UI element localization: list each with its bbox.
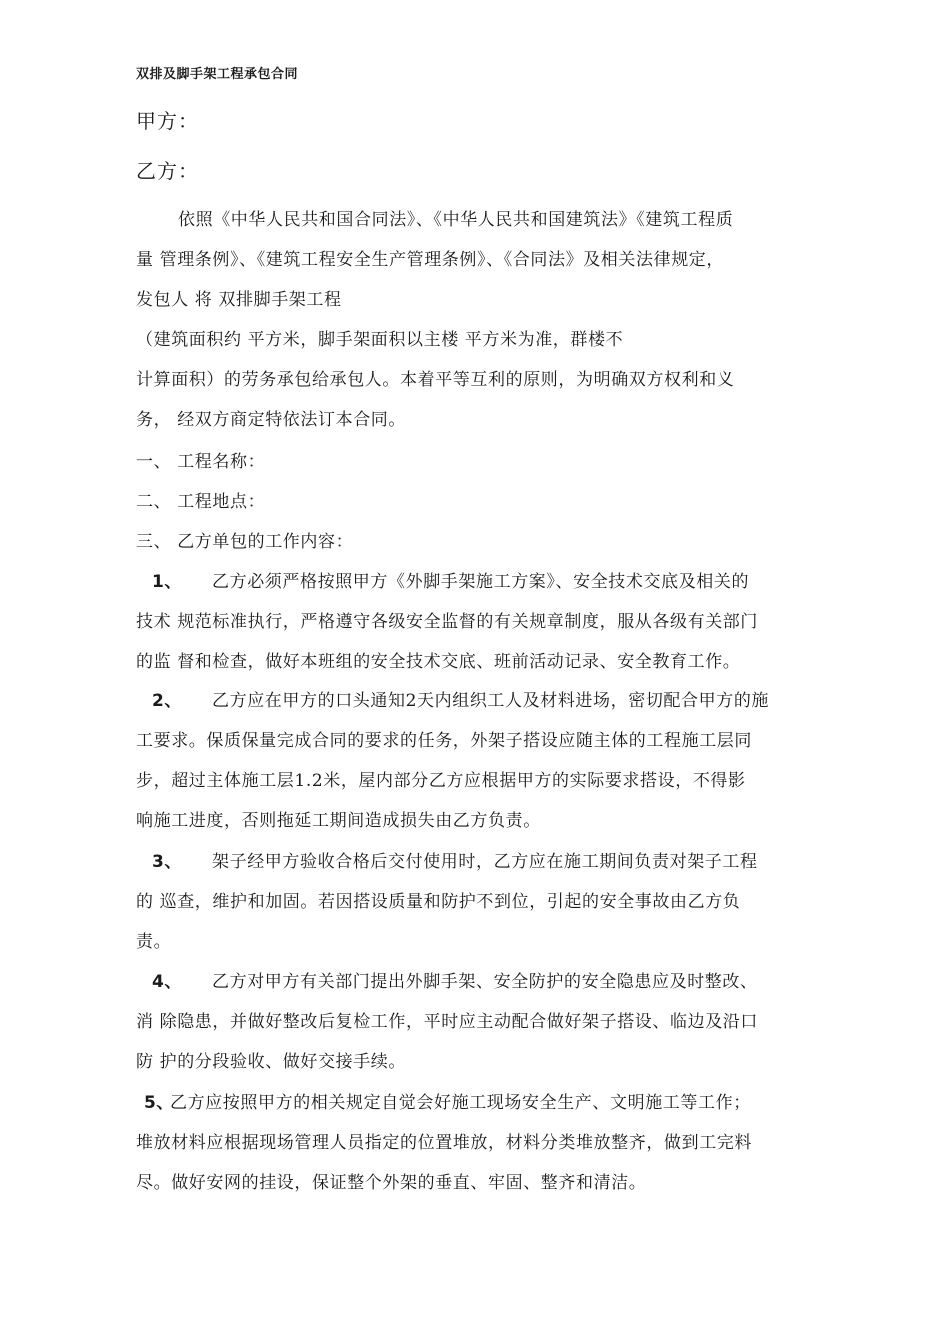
intro-line-2: 量 管理条例》、《建筑工程安全生产管理条例》、《合同法》及相关法律规定， [136, 250, 725, 270]
item-3-line-2: 的 巡查，维护和加固。若因搭设质量和防护不到位，引起的安全事故由乙方负 [136, 892, 741, 912]
item-2-line-2: 工要求。保质保量完成合同的要求的任务，外架子搭设应随主体的工程施工层同 [136, 731, 752, 751]
item-5-line-2: 堆放材料应根据现场管理人员指定的位置堆放，材料分类堆放整齐，做到工完料 [136, 1133, 752, 1153]
item-3-line-3: 责。 [136, 932, 172, 952]
section-project-location: 二、 工程地点： [136, 492, 266, 512]
party-a-label: 甲方： [136, 109, 199, 133]
item-3-number: 3、 [152, 852, 183, 872]
section-work-scope: 三、 乙方单包的工作内容： [136, 532, 354, 552]
item-2-line-1: 乙方应在甲方的口头通知2天内组织工人及材料进场，密切配合甲方的施 [212, 691, 770, 711]
party-b-label: 乙方： [136, 159, 199, 183]
item-1-line-2: 技术 规范标准执行，严格遵守各级安全监督的有关规章制度，服从各级有关部门 [136, 612, 759, 632]
item-4-line-1: 乙方对甲方有关部门提出外脚手架、安全防护的安全隐患应及时整改、 [212, 972, 758, 992]
intro-line-4: （建筑面积约 平方米，脚手架面积以主楼 平方米为准，群楼不 [136, 330, 624, 350]
item-4-number: 4、 [152, 972, 183, 992]
intro-line-1: 依照《中华人民共和国合同法》、《中华人民共和国建筑法》《建筑工程质 [178, 210, 734, 230]
item-1-line-3: 的监 督和检查，做好本班组的安全技术交底、班前活动记录、安全教育工作。 [136, 652, 741, 672]
item-3-line-1: 架子经甲方验收合格后交付使用时，乙方应在施工期间负责对架子工程 [212, 852, 758, 872]
item-2-line-4: 响施工进度，否则拖延工期间造成损失由乙方负责。 [136, 811, 541, 831]
item-4-line-2: 消 除隐患，并做好整改后复检工作，平时应主动配合做好架子搭设、临边及沿口 [136, 1012, 759, 1032]
document-header: 双排及脚手架工程承包合同 [136, 67, 299, 82]
item-2-number: 2、 [152, 691, 183, 711]
intro-line-5: 计算面积）的劳务承包给承包人。本着平等互利的原则，为明确双方权利和义 [136, 370, 735, 390]
intro-line-6: 务， 经双方商定特依法订本合同。 [136, 410, 407, 430]
item-1-number: 1、 [152, 572, 183, 592]
item-5-line-1: 乙方应按照甲方的相关规定自觉会好施工现场安全生产、文明施工等工作； [170, 1093, 751, 1113]
intro-line-3: 发包人 将 双排脚手架工程 [136, 290, 342, 310]
item-5-line-3: 尽。做好安网的挂设，保证整个外架的垂直、牢固、整齐和清洁。 [136, 1173, 647, 1193]
item-1-line-1: 乙方必须严格按照甲方《外脚手架施工方案》、安全技术交底及相关的 [212, 572, 750, 592]
item-5-number: 5、 [144, 1093, 175, 1113]
section-project-name: 一、 工程名称： [136, 452, 266, 472]
item-4-line-3: 防 护的分段验收、做好交接手续。 [136, 1052, 407, 1072]
item-2-line-3: 步，超过主体施工层1.2米，屋内部分乙方应根据甲方的实际要求搭设，不得影 [136, 771, 746, 791]
